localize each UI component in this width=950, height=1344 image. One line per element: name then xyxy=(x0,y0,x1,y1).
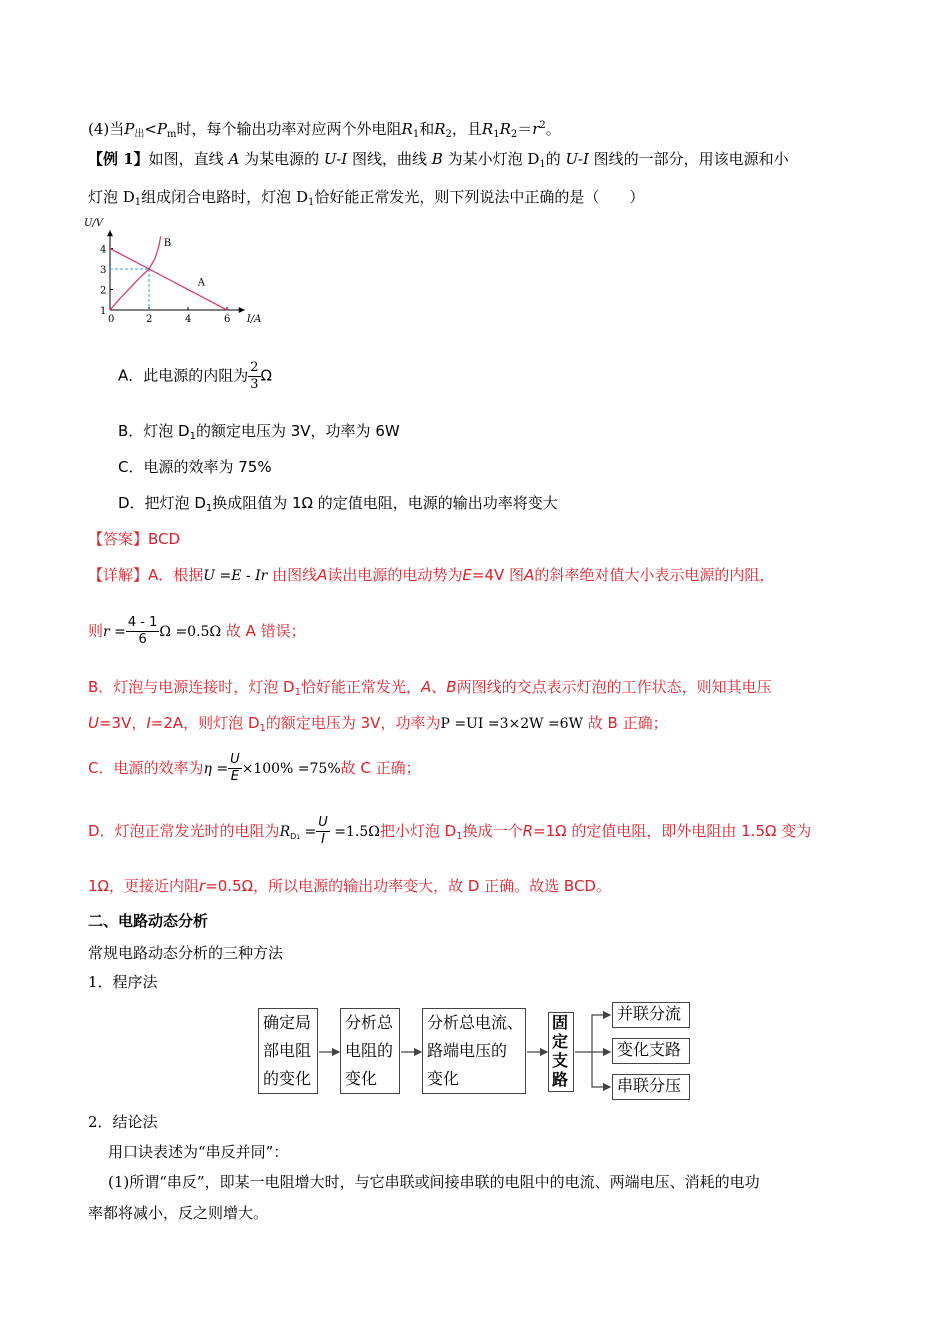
series-label: A xyxy=(197,277,205,289)
mnemonic: 用口诀表述为“串反并同”： xyxy=(108,1143,289,1161)
series-line-A xyxy=(110,249,227,311)
x-tick-label: 2 xyxy=(146,314,153,325)
flow-arrows xyxy=(316,1000,616,1104)
y-tick-label: 2 xyxy=(100,285,107,297)
detail-a: 【详解】A．根据U =E - Ir 由图线A读出电源的电动势为E=4V 图A的斜率绝对值大小表示电源的内阻， xyxy=(88,566,775,584)
answer: 【答案】BCD xyxy=(88,530,181,548)
flow-result-2: 变化支路 xyxy=(612,1038,690,1064)
example-line2: 灯泡 $D_1$组成闭合电路时，灯泡 $D_1$恰好能正常发光，则下列说法中正确的是（ ） xyxy=(88,188,645,208)
section-intro: 常规电路动态分析的三种方法 xyxy=(88,944,284,962)
flow-result-1: 并联分流 xyxy=(612,1002,690,1028)
detail-c: C．电源的效率为η = $\frac{U}{E}$ ×100% =75%故 C 正确； xyxy=(88,752,421,784)
x-tick-label: 6 xyxy=(224,314,231,325)
y-tick-label: 3 xyxy=(100,265,107,276)
x-axis-label: I/A xyxy=(246,314,262,325)
flow-box-3: 分析总电流、 路端电压的 变化 xyxy=(422,1008,526,1094)
series-line-B xyxy=(110,236,161,310)
x-tick-label: 4 xyxy=(185,314,192,325)
x-axis-arrow xyxy=(239,307,245,313)
flow-arrow-6 xyxy=(592,1052,610,1087)
option-b: B．灯泡 $D_1$的额定电压为 3V，功率为 6W xyxy=(118,422,400,442)
y-axis-label: U/V xyxy=(84,218,104,229)
series-label: B xyxy=(163,238,172,250)
y-axis-arrow xyxy=(107,230,113,236)
x-tick-label: 0 xyxy=(108,314,115,325)
detail-d2: 1Ω，更接近内阻r=0.5Ω，所以电源的输出功率变大，故 D 正确。故选 BCD。 xyxy=(88,877,611,895)
option-d: D．把灯泡 $D_1$换成阻值为 1Ω 的定值电阻，电源的输出功率将变大 xyxy=(118,494,558,514)
detail-b2: U=3V，I=2A，则灯泡 $D_1$的额定电压为 3V，功率为P =UI =3×2W =6W 故 B 正确； xyxy=(88,714,668,734)
y-tick-label: 1 xyxy=(100,306,107,317)
method-2: 2．结论法 xyxy=(88,1113,158,1131)
ui-chart xyxy=(84,214,274,330)
line-item-4: (4)当$P_出<P_m$时，每个输出功率对应两个外电阻$R_1$和$R_2$，且$R_1R_2=r^2$。 xyxy=(88,120,561,140)
y-tick-label: 4 xyxy=(100,244,107,256)
detail-d: D．灯泡正常发光时的电阻为$R_{D1}$ = $\frac{U}{I}$ =1.5Ω把小灯泡 $D_1$换成一个R=1Ω 的定值电阻，即外电阻由 1.5Ω 变为 xyxy=(88,815,812,847)
option-a: A．此电源的内阻为 $\frac{2}{3}$ Ω xyxy=(118,360,273,392)
flow-box-1: 确定局 部电阻 的变化 xyxy=(258,1008,318,1094)
option-c: C．电源的效率为 75% xyxy=(118,458,272,476)
section-title: 二、电路动态分析 xyxy=(88,912,209,930)
paragraph-1: (1)所谓“串反”，即某一电阻增大时，与它串联或间接串联的电阻中的电流、两端电压、消耗的电功 xyxy=(108,1173,760,1191)
flow-result-3: 串联分压 xyxy=(612,1074,690,1100)
paragraph-1-cont: 率都将减小，反之则增大。 xyxy=(88,1204,269,1222)
method-1: 1．程序法 xyxy=(88,973,158,991)
flow-arrow-5 xyxy=(592,1015,610,1052)
example-title: 【例 1】如图，直线 A 为某电源的 U-I 图线，曲线 B 为某小灯泡 $D_1$的 U-I 图线的一部分，用该电源和小 xyxy=(88,150,789,170)
flow-box-4: 固 定 支 路 xyxy=(548,1012,574,1092)
detail-a-calc: 则r = $\frac{4 - 1}{6}$ Ω =0.5Ω 故 A 错误； xyxy=(88,615,306,647)
detail-b: B．灯泡与电源连接时，灯泡 $D_1$恰好能正常发光，A、B两图线的交点表示灯泡的工作状态，则知其电压 xyxy=(88,678,772,698)
flow-box-2: 分析总 电阻的 变化 xyxy=(340,1008,400,1094)
